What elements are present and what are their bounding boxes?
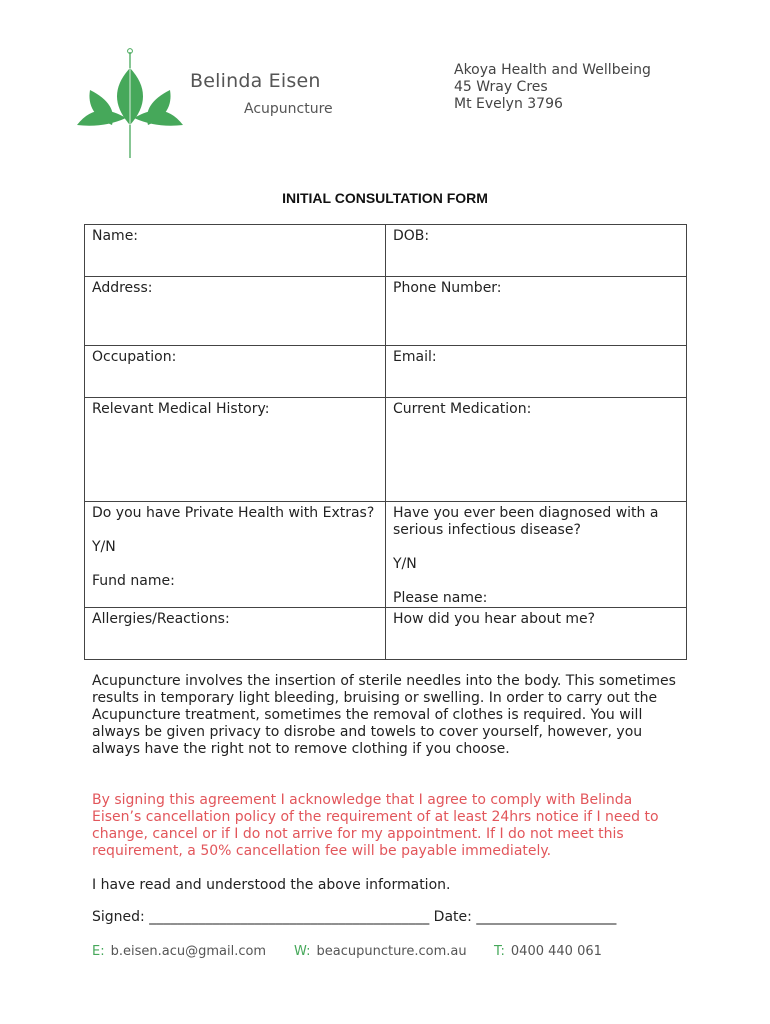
contact-phone — [494, 944, 602, 959]
infectious-yn: Y/N — [393, 556, 417, 572]
email-label: Email: — [393, 349, 437, 365]
private-health-yn: Y/N — [92, 539, 116, 555]
name-label: Name: — [92, 228, 139, 244]
cancellation-policy-text: By signing this agreement I acknowledge that I agree to comply with Belinda Eisen’s cancellation policy of the requirement of at least 24hrs notice if I need to change, cancel or if I do not arrive for my appointment. If I do not meet this requirement, a 50% cancellation fee will be payable immediately. — [92, 792, 659, 859]
address-field[interactable] — [85, 277, 386, 346]
phone-field[interactable] — [386, 277, 687, 346]
current-medication-label: Current Medication: — [393, 401, 532, 417]
occupation-label: Occupation: — [92, 349, 177, 365]
dob-field[interactable] — [386, 225, 687, 277]
acknowledgement-text: I have read and understood the above information. — [92, 877, 451, 893]
hear-about-field[interactable] — [386, 608, 687, 660]
signature-line — [92, 909, 616, 925]
allergies-field[interactable] — [85, 608, 386, 660]
address-label: Address: — [92, 280, 153, 296]
dob-label: DOB: — [393, 228, 430, 244]
address-line: Mt Evelyn 3796 — [454, 96, 563, 112]
website-link[interactable]: beacupuncture.com.au — [316, 944, 467, 959]
medical-history-label: Relevant Medical History: — [92, 401, 270, 417]
contact-website — [294, 944, 467, 959]
name-field[interactable] — [85, 225, 386, 277]
form-title: INITIAL CONSULTATION FORM — [282, 190, 488, 206]
date-input[interactable]: ____________________ — [476, 909, 617, 925]
address-line: Akoya Health and Wellbeing — [454, 62, 651, 78]
infectious-disease-label: Have you ever been diagnosed with a serious infectious disease? — [393, 505, 659, 538]
email-prefix: E: — [92, 944, 105, 959]
lotus-icon — [74, 46, 186, 162]
clinic-address — [454, 62, 651, 113]
phone-number[interactable]: 0400 440 061 — [510, 944, 602, 959]
date-label: Date: — [433, 909, 472, 925]
web-prefix: W: — [294, 944, 311, 959]
allergies-label: Allergies/Reactions: — [92, 611, 230, 627]
occupation-field[interactable] — [85, 346, 386, 398]
hear-about-label: How did you hear about me? — [393, 611, 596, 627]
signed-input[interactable]: ________________________________________ — [149, 909, 430, 925]
medical-history-field[interactable] — [85, 398, 386, 502]
address-line: 45 Wray Cres — [454, 79, 548, 95]
contact-email — [92, 944, 266, 959]
infectious-disease-field[interactable] — [386, 502, 687, 608]
please-name-label: Please name: — [393, 590, 488, 606]
private-health-field[interactable] — [85, 502, 386, 608]
consultation-form-table — [84, 224, 687, 660]
brand-name: Belinda Eisen — [190, 70, 321, 92]
signed-label: Signed: — [92, 909, 145, 925]
current-medication-field[interactable] — [386, 398, 687, 502]
phone-prefix: T: — [494, 944, 505, 959]
email-field[interactable] — [386, 346, 687, 398]
acupuncture-info-text: Acupuncture involves the insertion of sterile needles into the body. This sometimes results in temporary light bleeding, bruising or swelling. In order to carry out the Acupuncture treatment, sometimes the removal of clothes is required. You will always be given privacy to disrobe and towels to cover yourself, however, you always have the right not to remove clothing if you choose. — [92, 673, 676, 757]
brand-subtitle: Acupuncture — [244, 101, 333, 117]
private-health-label: Do you have Private Health with Extras? — [92, 505, 375, 521]
email-address[interactable]: b.eisen.acu@gmail.com — [110, 944, 267, 959]
fund-name-label: Fund name: — [92, 573, 175, 589]
phone-label: Phone Number: — [393, 280, 502, 296]
